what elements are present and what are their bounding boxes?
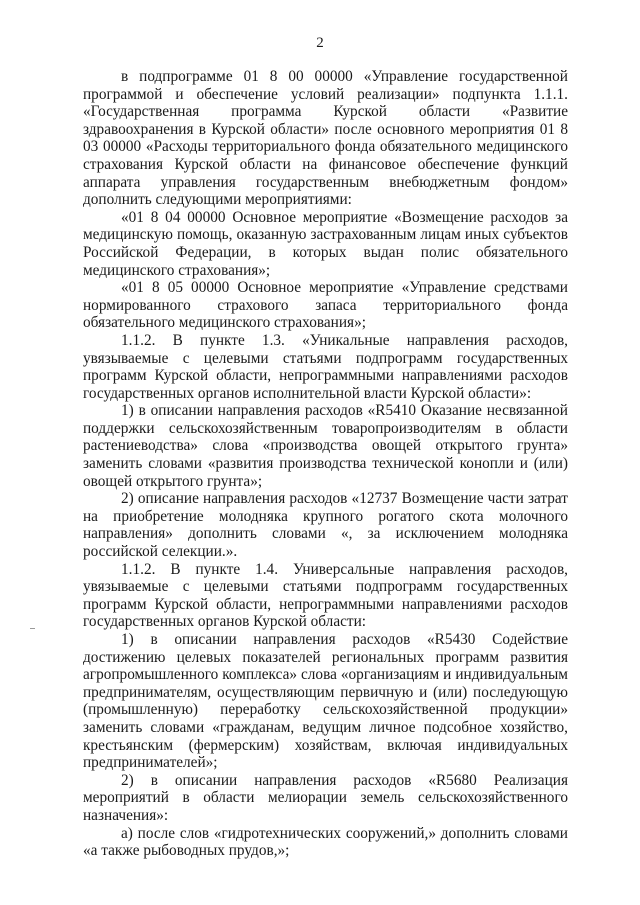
paragraph-subprogram-intro: в подпрограмме 01 8 00 00000 «Управление государственной программой и обеспечение условий реализации» подпункта 1.1.1. «Государственная программа Курской области «Развитие здравоохранения в Курской области» после основного мероприятия 01 8 03 00000 «Расходы территориального фонда обязательного медицинского страхования Курской области на финансовое обеспечение функций аппарата управления государственным внебюджетным фондом» дополнить следующими мероприятиями: <box>83 68 568 209</box>
paragraph-point-1-3: 1.1.2. В пункте 1.3. «Уникальные направления расходов, увязываемые с целевыми статьями подпрограмм государственных программ Курской области, непрограммными направлениями расходов государственных органов исполнительной власти Курской области»: <box>83 331 568 402</box>
page-number: 2 <box>316 35 324 51</box>
paragraph-measure-01-8-05: «01 8 05 00000 Основное мероприятие «Управление средствами нормированного страхового запаса территориального фонда обязательного медицинского страхования»; <box>83 279 568 332</box>
paragraph-r5410: 1) в описании направления расходов «R5410 Оказание несвязанной поддержки сельскохозяйственным товаропроизводителям в области растениеводства» слова «производства овощей открытого грунта» заменить словами «развития производства технической конопли и (или) овощей открытого грунта»; <box>83 402 568 490</box>
paragraph-r5430: 1) в описании направления расходов «R5430 Содействие достижению целевых показателей региональных программ развития агропромышленного комплекса» слова «организациям и индивидуальным предпринимателям, осуществляющим первичную и (или) последующую (промышленную) переработку сельскохозяйственной продукции» заменить словами «гражданам, ведущим личное подсобное хозяйство, крестьянским (фермерским) хозяйствам, включая индивидуальных предпринимателей»; <box>83 631 568 772</box>
paragraph-r5680: 2) в описании направления расходов «R5680 Реализация мероприятий в области мелиорации земель сельскохозяйственного назначения»: <box>83 771 568 824</box>
paragraph-12737: 2) описание направления расходов «12737 Возмещение части затрат на приобретение молодняка крупного рогатого скота молочного направления» дополнить словами «, за исключением молодняка российской селекции.». <box>83 490 568 561</box>
scan-margin-mark <box>30 628 35 629</box>
document-body <box>83 68 568 860</box>
paragraph-hydrotech: а) после слов «гидротехнических сооружений,» дополнить словами «а также рыбоводных прудов,»; <box>83 824 568 860</box>
paragraph-measure-01-8-04: «01 8 04 00000 Основное мероприятие «Возмещение расходов за медицинскую помощь, оказанную застрахованным лицам иных субъектов Российской Федерации, в которых выдан полис обязательного медицинского страхования»; <box>83 208 568 279</box>
paragraph-point-1-4: 1.1.2. В пункте 1.4. Универсальные направления расходов, увязываемые с целевыми статьями подпрограмм государственных программ Курской области, непрограммными направлениями расходов государственных органов Курской области: <box>83 560 568 631</box>
